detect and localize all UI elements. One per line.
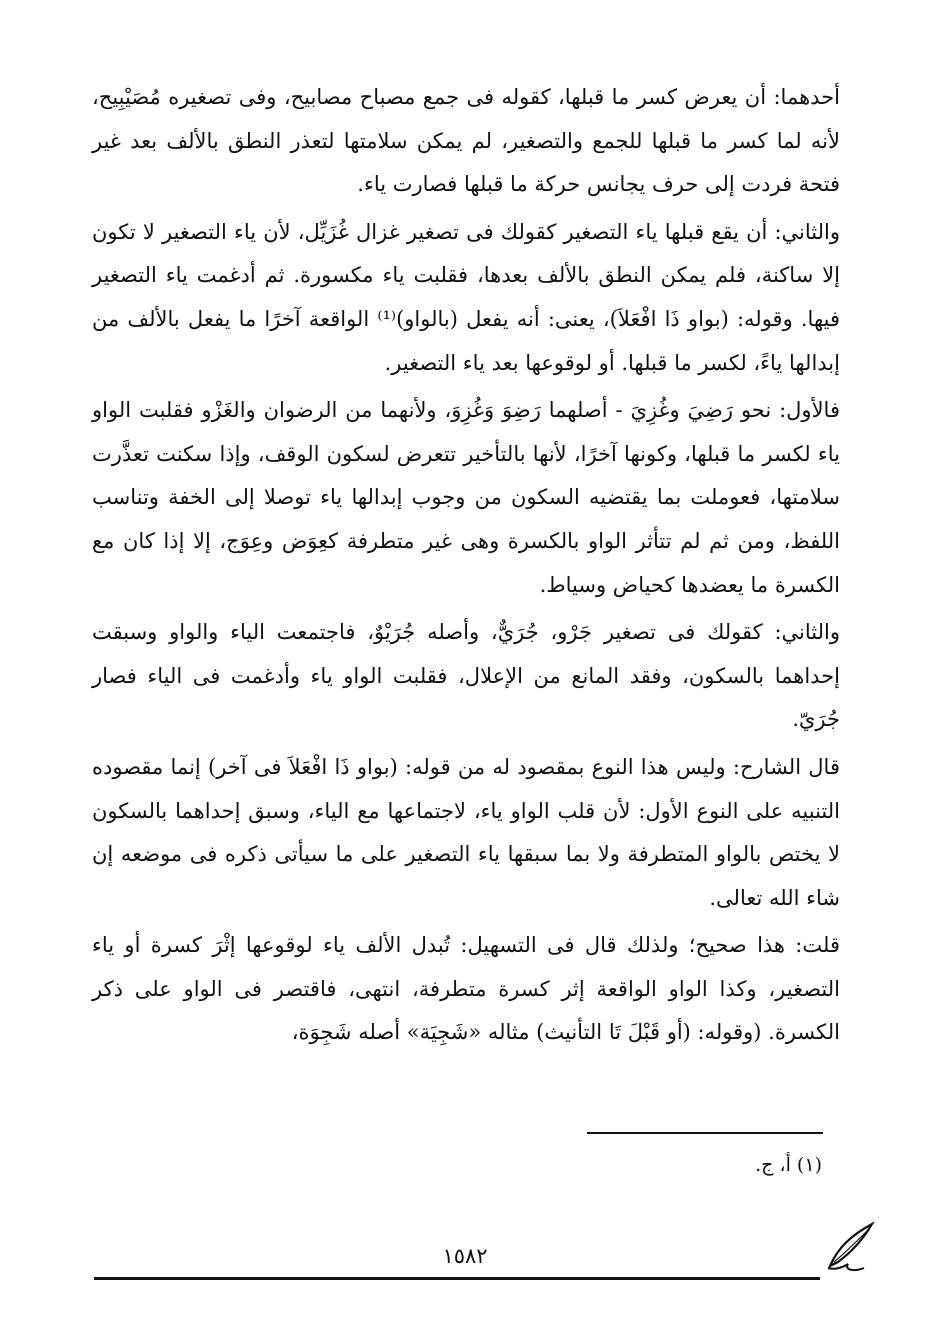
quill-pen-icon [824, 1218, 878, 1274]
footnote: (١) أ، ج. [755, 1154, 822, 1176]
footnote-divider [587, 1132, 823, 1134]
main-text [92, 76, 840, 1059]
paragraph-3: فالأول: نحو رَضِيَ وغُزِيَ - أصلهما رَضِوَ وَغُزِوَ، ولأنهما من الرضوان والغَزْو فقلبت الواو ياء لكسر ما قبلها، وكونها آخرًا، لأنها بالتأخير تتعرض لسكون الوقف، وإذا سكنت تعذَّرت سلامتها، فعوملت بما يقتضيه السكون من وجوب إبدالها ياء توصلا إلى الخفة وتناسب اللفظ، ومن ثم لم تتأثر الواو بالكسرة وهى غير متطرفة كعِوَض وعِوَج، إلا إذا كان مع الكسرة ما يعضدها كحياض وسياط. [92, 398, 840, 597]
paragraph-6: قلت: هذا صحيح؛ ولذلك قال فى التسهيل: تُبدل الألف ياء لوقوعها إثْرَ كسرة أو ياء التصغير، وكذا الواو الواقعة إثر كسرة متطرفة، انتهى، فاقتصر فى الواو على ذكر الكسرة. (وقوله: (أو قَبْلَ تَا التأنيث) مثاله «شَجِيَة» أصله شَجِوَة، [92, 933, 840, 1045]
paragraph-1: أحدهما: أن يعرض كسر ما قبلها، كقوله فى جمع مصباح مصابيح، وفى تصغيره مُصَيْبِيح، لأنه لما كسر ما قبلها للجمع والتصغير، لم يمكن سلامتها لتعذر النطق بالألف بعد غير فتحة فردت إلى حرف يجانس حركة ما قبلها فصارت ياء. [92, 85, 840, 197]
paragraph-4: والثاني: كقولك فى تصغير جَرْو، جُرَيٌّ، وأصله جُرَيْوٌ، فاجتمعت الياء والواو وسبقت إحداهما بالسكون، وفقد المانع من الإعلال، فقلبت الواو ياء وأدغمت فى الياء فصار جُرَيّ. [92, 620, 840, 732]
page-number: ١٥٨٢ [442, 1244, 488, 1268]
paragraph-2: والثاني: أن يقع قبلها ياء التصغير كقولك فى تصغير غزال غُزَيِّل، لأن ياء التصغير لا تكون إلا ساكنة، فلم يمكن النطق بالألف بعدها، فقلبت ياء مكسورة. ثم أدغمت ياء التصغير فيها. وقوله: (بواو ذَا افْعَلاَ)، يعنى: أنه يفعل (بالواو)⁽¹⁾ الواقعة آخرًا ما يفعل بالألف من إبدالها ياءً، لكسر ما قبلها. أو لوقوعها بعد ياء التصغير. [92, 219, 841, 375]
bottom-divider [94, 1277, 820, 1280]
paragraph-5: قال الشارح: وليس هذا النوع بمقصود له من قوله: (بواو ذَا افْعَلاَ فى آخر) إنما مقصوده التنبيه على النوع الأول: لأن قلب الواو ياء، لاجتماعها مع الياء، وسبق إحداهما بالسكون لا يختص بالواو المتطرفة ولا بما سبقها ياء التصغير على ما سيأتى ذكره فى موضعه إن شاء الله تعالى. [92, 754, 840, 910]
